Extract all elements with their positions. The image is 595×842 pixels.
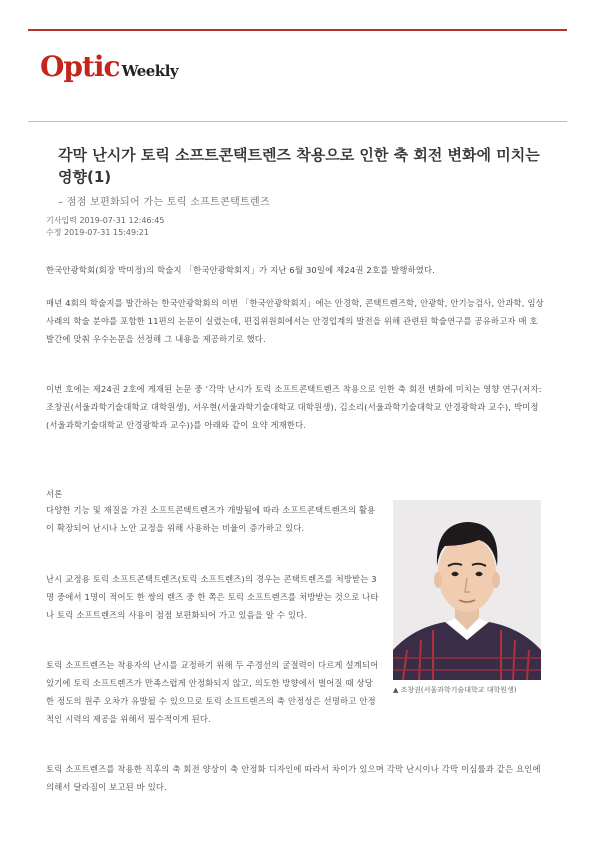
logo-brand: Optic xyxy=(40,50,120,83)
section-heading: 서론 xyxy=(46,489,63,499)
paragraph-body-3: 토릭 소프트렌즈는 착용자의 난시를 교정하기 위해 두 주경선의 굴절력이 다르게 설계되어 있기에 토릭 소프트렌즈가 만족스럽게 안정화되지 않고, 의도한 방향에서 벌어질 때 상당한 정도의 원주 오차가 유발될 수 있으므로 토릭 소프트렌즈의 축 안정성은 선명하고 안정적인 시력의 제공을 위해서 필수적이게 된다. xyxy=(46,660,379,724)
logo-sub: Weekly xyxy=(121,62,179,80)
paragraph-paper: 이번 호에는 제24권 2호에 게재된 논문 중 ‘각막 난시가 토릭 소프트콘택트렌즈 착용으로 인한 축 회전 변화에 미치는 영향 연구(저자: 조창권(서울과학기술대학교 대학원생), 서우현(서울과학기술대학교 대학원생), 김소리(서울과학기술대학교 안경광학과 교수), 박미정(서울과학기술대학교 안경광학과 교수))를 아래와 같이 요약 게재한다. xyxy=(46,384,542,430)
top-rule xyxy=(28,29,567,31)
paragraph-journal: 매년 4회의 학술지를 발간하는 한국안광학회의 이번 「한국안광학회지」에는 안경학, 콘택트렌즈학, 안광학, 안기능검사, 안과학, 임상사례의 학술 분야를 포함한 11편의 논문이 실렸는데, 편집위원회에서는 안경업계의 발전을 위해 관련된 학술연구를 공유하고자 매 호 발간에 맞춰 우수논문을 선정해 그 내용을 제공하기로 했다. xyxy=(46,298,544,344)
article-headline: 각막 난시가 토릭 소프트콘택트렌즈 착용으로 인한 축 회전 변화에 미치는 영향(1) xyxy=(58,146,540,186)
photo-caption: ▲ 조창권(서울과학기술대학교 대학원생) xyxy=(393,686,517,694)
paragraph-intro: 한국안광학회(회장 박미정)의 학술지 「한국안광학회지」가 지난 6월 30일에 제24권 2호를 발행하였다. xyxy=(46,265,436,275)
modified-date: 수정 2019-07-31 15:49:21 xyxy=(46,228,149,237)
paragraph-body-4: 토릭 소프트렌즈를 착용한 직후의 축 회전 양상이 축 안정화 디자인에 따라서 차이가 있으며 각막 난시이나 각막 이심률과 같은 요인에 의해서 달라짐이 보고된 바 있다. xyxy=(46,764,541,792)
published-date: 기사입력 2019-07-31 12:46:45 xyxy=(46,216,165,225)
author-photo xyxy=(393,500,541,680)
header-divider xyxy=(28,121,567,122)
paragraph-body-1: 다양한 기능 및 재질을 가진 소프트콘택트렌즈가 개발됨에 따라 소프트콘택트렌즈의 활용이 확장되어 난시나 노안 교정을 위해 사용하는 비율이 증가하고 있다. xyxy=(46,505,376,533)
paragraph-body-2: 난시 교정용 토릭 소프트콘택트렌즈(토릭 소프트렌즈)의 경우는 콘택트렌즈를 처방받는 3명 중에서 1명이 적어도 한 쌍의 렌즈 중 한 쪽은 토릭 소프트렌즈를 처방받는 것으로 나타나 토릭 소프트렌즈의 사용이 점점 보편화되어 가고 있음을 알 수 있다. xyxy=(46,574,379,620)
article-subtitle: – 점점 보편화되어 가는 토릭 소프트콘택트렌즈 xyxy=(58,197,270,208)
site-logo[interactable] xyxy=(40,50,178,84)
author-portrait-image xyxy=(393,500,541,680)
